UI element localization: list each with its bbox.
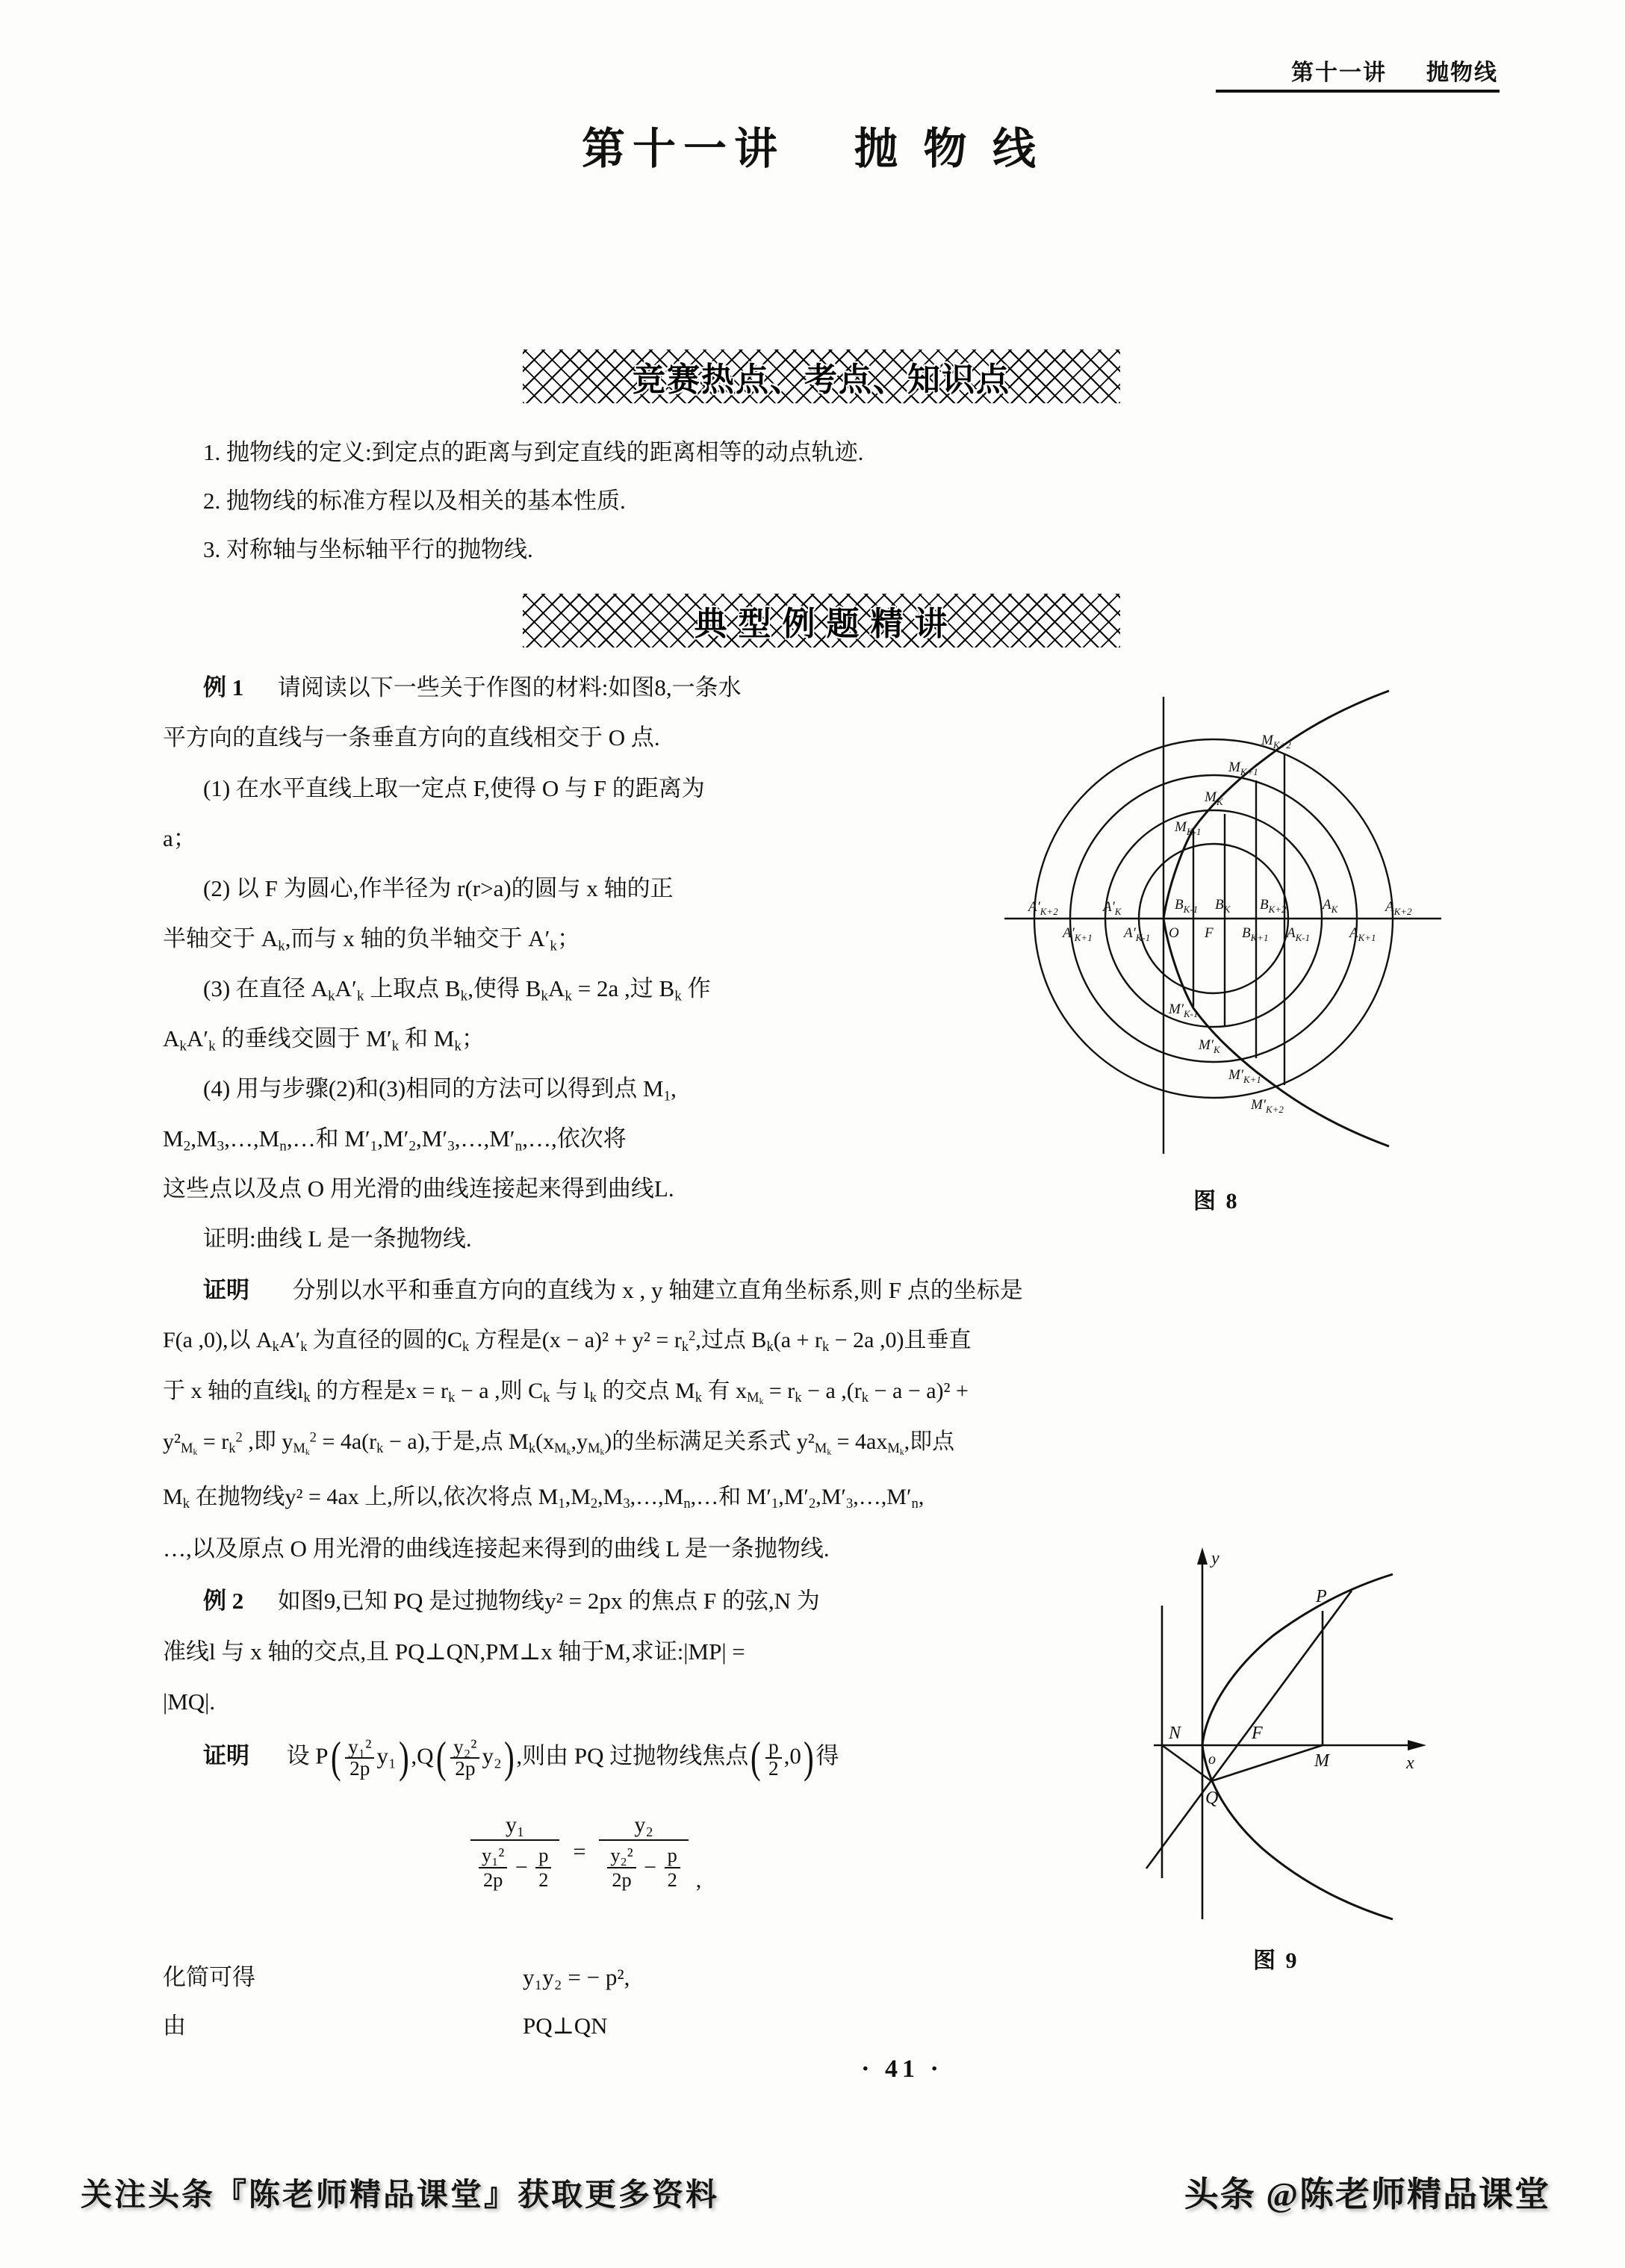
p1l3b: 的方程是x = r [310,1379,449,1403]
p1l4b: = r [197,1429,229,1454]
example1-step3: (3) 在直径 $A_kA'_k$ 上取点 $B_k$,使得 $B_kA_k = 2a$ ,过 $B_k$ 作 [203,975,711,1004]
proof1-l1: 分别以水平和垂直方向的直线为 x , y 轴建立直角坐标系,则 F 点的坐标是 [292,1277,1023,1303]
page-title [0,114,1625,176]
fig8-label-O: O [1169,925,1179,941]
example1-step4-cont: $M_2,M_3,\dots,M_n,\dots$和 $M'_1,M'_2,M'_3,\dots,M'_n,\dots$,依次将 [163,1125,627,1155]
fig9-parabola-upper [1202,1574,1393,1745]
page-title-part2: 抛 物 线 [854,125,1044,173]
knowledge-point-2: 2. 抛物线的标准方程以及相关的基本性质. [203,488,626,514]
p1l3d: 与 l [550,1379,590,1403]
fig8-label-Mk: $M_K$ [1205,789,1223,807]
e1s3a4: ,使得 B [467,975,541,1001]
p2num2: y₂² [453,1736,477,1759]
p1l4d: = 4a(r [316,1429,377,1454]
e1s3a7: 作 [681,975,711,1001]
eq-left-num: y₁ [505,1812,525,1837]
section-banner-knowledge-label: 竞赛热点、考点、知识点 [633,361,1010,398]
fig9-x-arrow [1408,1740,1426,1750]
fig8-label-Ak2: $A_{K+2}$ [1385,899,1412,917]
example1-step4: (4) 用与步骤(2)和(3)相同的方法可以得到点 $M_1$, [203,1075,677,1105]
proof1-label: 证明 [203,1277,249,1303]
p2tail: ,则由 PQ 过抛物线焦点 [516,1742,749,1769]
eq-right-d1 [607,1844,636,1892]
example1-step2-b3: ； [557,925,581,951]
proof2-label: 证明 [203,1742,249,1769]
e1s3a3: 上取点 B [364,975,461,1001]
proof2-by-label: 由 [163,2013,186,2039]
fig9-segment-QM [1211,1745,1323,1781]
example1-step2: (2) 以 F 为圆心,作半径为 r(r>a)的圆与 x 轴的正 [203,875,674,901]
eq-equals-sign: = [573,1839,586,1864]
eq-left-d2 [535,1844,551,1892]
p1l5b: 在抛物线y² = 4ax 上,所以,依次将点 M [189,1485,559,1509]
page-number: · 41 · [861,2055,943,2083]
fig8-label-Apk1: $A'_{K+1}$ [1063,925,1093,943]
fig9-label-N: N [1169,1724,1181,1743]
p1l5e: ,…,M [630,1485,684,1509]
fig9-parabola-lower [1202,1745,1393,1919]
section-banner-examples [523,594,1120,647]
p1l4c: ,即 [242,1429,282,1454]
fig8-label-Mpk-1: $M'_{K-1}$ [1169,1001,1199,1019]
figure-9-svg [1113,1531,1561,1949]
e1s3a2: A′ [335,975,357,1001]
fig9-label-O: o [1208,1751,1216,1768]
fig8-label-Bk2: $B_{K+2}$ [1260,897,1287,915]
p1l3a: 于 x 轴的直线l [163,1379,304,1403]
knowledge-point-1: 1. 抛物线的定义:到定点的距离与到定直线的距离相等的动点轨迹. [203,439,864,465]
fig8-label-Bk1: $B_{K+1}$ [1242,925,1269,943]
fig8-label-Bk-1: $B_{K-1}$ [1175,897,1199,915]
example1-step2-b2: ,而与 x 轴的负半轴交于 A′ [285,925,550,951]
section-banner-knowledge [523,349,1120,403]
e1s3b: A [163,1025,180,1051]
proof1-line1 [203,1279,1023,1302]
example1-step3-cont: $A_kA'_k$ 的垂线交圆于 $M'_k$ 和 $M_k$； [163,1025,485,1054]
running-head-topic: 抛物线 [1426,60,1498,85]
p1l3h: − a ,(r [801,1379,862,1403]
p1l5d: ,M [597,1485,624,1509]
fig8-label-Apk2: $A'_{K+2}$ [1028,899,1058,917]
proof1-line6: …,以及原点 O 用光滑的曲线连接起来得到的曲线 L 是一条抛物线. [163,1535,830,1562]
p2den1: 2p [345,1757,374,1779]
e1s3b4: 和 M [399,1025,455,1051]
p1l2e: ,过点 B [695,1328,767,1352]
example1-step1-cont: a； [163,825,196,851]
e1s3a5: A [548,975,565,1001]
eq-r-d2n: p [667,1844,677,1866]
watermark-right: 头条 @陈老师精品课堂 [1184,2175,1550,2213]
proof2-line1: 证明 设 P( $\frac{\text{y₁²}}{2p}$ y₁),Q( $\frac{\text{y₂²}}{2p}$ y₂),则由 PQ 过抛物线焦点( $\frac{p}{2}$ ,0)得 [203,1733,839,1782]
example1-first-line [203,676,742,699]
proof1-line4: $y^2_{M_k} = r_k^2$ ,即 $y_{M_k}^2 = 4a(r_k - a)$,于是,点 $M_k(x_{M_k},y_{M_k})$的坐标满足关系式 $y^2_{M_k} = 4ax_{M_k}$,即点 [163,1429,955,1458]
fig8-curve-upper [1163,691,1389,919]
p1l2a: F(a ,0),以 A [163,1328,273,1352]
proof2-simplify-label: 化简可得 [163,1964,255,1990]
e1s4bt6: ,…,依次将 [522,1125,627,1152]
figure-8-svg [982,676,1460,1161]
p1l4i: = 4ax [831,1429,888,1454]
p1l5a: M [163,1485,183,1509]
p1l4a: y² [163,1429,181,1454]
proof2-frac-focus [765,1737,782,1780]
example1-step1: (1) 在水平直线上取一定点 F,使得 O 与 F 的距离为 [203,775,705,801]
fig8-label-Ak-1: $A_{K-1}$ [1287,925,1311,943]
proof1-line2: F(a ,0),以 $A_kA'_k$ 为直径的圆的$C_k$ 方程是$(x - a)^2 + y^2 = r_k^2$,过点 $B_k(a + r_k - 2a$ ,0)且垂直 [163,1328,972,1355]
p1l5j: , [918,1485,925,1509]
p2fnum: p [768,1736,779,1759]
example1-goal: 证明:曲线 L 是一条抛物线. [203,1225,472,1252]
proof1-line3: 于 x 轴的直线$l_k$ 的方程是$x = r_k - a$ ,则 $C_k$ 与 $l_k$ 的交点 $M_k$ 有 $x_{M_k} = r_k - a$ $,(r_k - a - a)^2$ + [163,1379,969,1407]
p1l3g: = r [763,1379,795,1403]
p1l4j: ,即点 [904,1429,955,1454]
p1l3c: − a ,则 C [455,1379,544,1403]
watermark-left: 关注头条『陈老师精品课堂』获取更多资料 [81,2178,720,2213]
fig8-label-Bk: $B_K$ [1215,897,1231,915]
e1s4b: ,M [190,1125,217,1152]
eq-right-d2 [665,1844,680,1892]
proof2-frac-P [345,1737,374,1780]
p2num1: y₁² [348,1736,372,1759]
fig9-label-P: P [1316,1587,1327,1606]
e1s3b5: ； [461,1025,485,1051]
p2y2: y₂ [482,1742,502,1769]
example2-label: 例 2 [203,1588,244,1614]
eq-right-fraction: y₂ $\frac{\text{y₂²}}{2p}$ − $\frac{p}{2}$ [599,1811,688,1893]
p2fzero: ,0 [783,1742,801,1769]
figure-8 [982,676,1460,1161]
p1l2g: − 2a ,0)且垂直 [829,1328,972,1352]
p1l4h: )的坐标满足关系式 y² [604,1429,815,1454]
fig9-label-M: M [1314,1751,1329,1771]
example1-step2-b: 半轴交于 A [163,925,279,951]
e1s4a: (4) 用与步骤(2)和(3)相同的方法可以得到点 M [203,1075,664,1102]
proof2-by-expr: PQ⊥QN [523,2013,608,2039]
e1s4bt2: ,…和 M′ [286,1125,370,1152]
fig8-label-Apk: $A'_K$ [1103,899,1122,917]
fig8-label-Mpk2: $M'_{K+2}$ [1251,1097,1284,1115]
example1-step4-cont2: 这些点以及点 O 用光滑的曲线连接起来得到曲线L. [163,1175,674,1202]
e1s4bt4: ,M′ [416,1125,448,1152]
fig9-label-x: x [1406,1753,1414,1773]
p2tail2: 得 [815,1742,839,1769]
eq-l-d2d: 2 [535,1867,551,1892]
example2-l3: |MQ|. [163,1688,216,1715]
running-head-chapter: 第十一讲 [1291,60,1387,85]
p1l5i: ,…,M′ [853,1485,912,1509]
fig8-label-Mpk: $M'_K$ [1199,1037,1220,1055]
p1l5g: ,M′ [778,1485,809,1509]
e1s3b2: A′ [187,1025,209,1051]
p1l3e: 的交点 M [597,1379,695,1403]
section-banner-examples-label: 典 型 例 题 精 讲 [694,606,949,642]
p1l2f: (a + r [773,1328,822,1352]
eq-l-d1d: 2p [479,1867,507,1892]
eq-r-d1d: 2p [607,1867,636,1892]
fig8-label-Apk-1: $A'_{K-1}$ [1124,925,1151,943]
figure-9-caption: 图 9 [1253,1948,1299,1973]
e1s3b3: 的垂线交圆于 M′ [215,1025,392,1051]
p1l2d: 方程是(x − a)² + y² = r [469,1328,682,1352]
fig9-y-arrow [1197,1547,1208,1565]
fig8-label-Mk-1: $M_{K-1}$ [1175,819,1202,837]
p1l5f: ,…和 M′ [690,1485,771,1509]
fig8-label-F: F [1205,925,1214,941]
p1l4f: (x [535,1429,555,1454]
e1s4bt5: ,…,M′ [454,1125,515,1152]
fig9-label-F: F [1252,1724,1263,1743]
fig9-label-y: y [1211,1549,1219,1568]
page-title-part1: 第十一讲 [581,125,785,173]
p1l3i: − a − a)² + [869,1379,969,1403]
proof2-setP: 设 P [286,1742,329,1769]
fig8-label-Mk1: $M_{K+1}$ [1228,759,1258,777]
eq-l-d2n: p [538,1844,549,1866]
figure-9 [1113,1531,1561,1949]
p1l2b: A′ [279,1328,301,1352]
eq-trailing-comma: , [695,1868,702,1892]
eq-left-d1 [479,1844,507,1892]
proof2-display-equation [470,1811,701,1893]
example2-l2: 准线l 与 x 轴的交点,且 PQ⊥QN,PM⊥x 轴于M,求证:|MP| = [163,1638,745,1665]
knowledge-point-3: 3. 对称轴与坐标轴平行的抛物线. [203,536,533,562]
e1s3a6: = 2a ,过 B [572,975,675,1001]
p1l5c: ,M [565,1485,591,1509]
fig8-label-Ak: $A_K$ [1323,897,1338,915]
proof1-line5: $M_k$ 在抛物线y² = 4ax 上,所以,依次将点 $M_1,M_2,M_3,\dots,M_n,\dots$和 $M'_1,M'_2,M'_3,\dots,M'_n$, [163,1485,925,1512]
fig8-label-Mpk1: $M'_{K+1}$ [1228,1067,1261,1085]
p2den2: 2p [450,1757,479,1779]
example1-lead-2: 平方向的直线与一条垂直方向的直线相交于 O 点. [163,724,660,751]
running-head [1291,54,1498,87]
p1l4e: − a),于是,点 M [383,1429,529,1454]
eq-left-fraction: y₁ $\frac{\text{y₁²}}{2p}$ − $\frac{p}{2}$ [470,1811,559,1893]
example1-label: 例 1 [203,674,244,700]
proof2-simplify-expr: y₁y₂ = − p², [523,1964,630,1990]
fig9-label-Q: Q [1205,1789,1219,1808]
proof2-frac-Q [450,1737,479,1780]
e1s3a: (3) 在直径 A [203,975,329,1001]
p1l3f: 有 x [702,1379,748,1403]
example1-step2-cont: 半轴交于 $A_k$,而与 x 轴的负半轴交于 $A'_k$； [163,925,581,954]
fig8-label-Ak1: $A_{K+1}$ [1349,925,1376,943]
eq-right-num: y₂ [634,1812,653,1837]
e1s4bp: M [163,1125,184,1152]
example1-lead-1: 请阅读以下一些关于作图的材料:如图8,一条水 [277,674,742,700]
example2-l1: 如图9,已知 PQ 是过抛物线y² = 2px 的焦点 F 的弦,N 为 [277,1588,820,1614]
p1l5h: ,M′ [815,1485,846,1509]
fig8-label-Mk2: $M_{K+2}$ [1261,733,1291,751]
p2fden: 2 [765,1757,782,1779]
eq-r-d1n: y₂² [610,1844,633,1866]
p2midq: ,Q [411,1742,434,1769]
p2y1: y₁ [376,1742,397,1769]
running-head-rule [1216,90,1500,93]
e1s4bt3: ,M′ [377,1125,409,1152]
figure-8-caption: 图 8 [1193,1189,1240,1214]
e1s4bt: ,…,M [224,1125,280,1152]
eq-r-d2d: 2 [665,1867,680,1892]
p1l2c: 为直径的圆的C [307,1328,462,1352]
p1l4g: ,y [571,1429,588,1454]
example2-first-line [203,1589,820,1612]
eq-l-d1n: y₁² [482,1844,505,1866]
